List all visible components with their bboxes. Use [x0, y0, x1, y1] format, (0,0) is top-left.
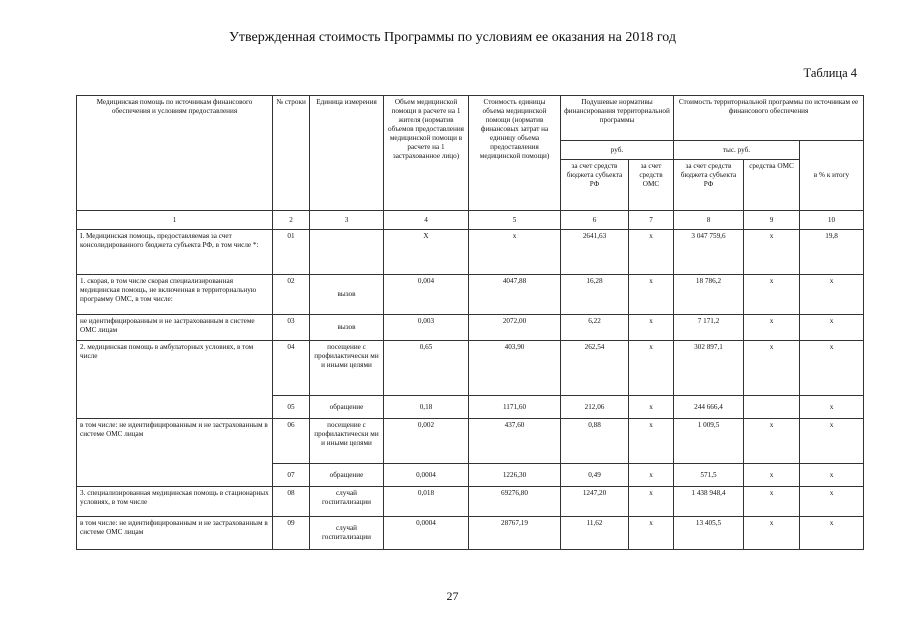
row-cost-budget: 1 009,5: [674, 419, 744, 464]
column-number: 4: [384, 211, 469, 230]
row-label: в том числе: не идентифицированным и не застрахованным в системе ОМС лицам: [77, 419, 273, 487]
column-number: 2: [273, 211, 310, 230]
row-cost-oms: х: [744, 230, 800, 275]
row-cost-budget: 1 438 948,4: [674, 487, 744, 517]
column-number: 5: [469, 211, 561, 230]
document-title: Утвержденная стоимость Программы по условиям ее оказания на 2018 год: [229, 30, 676, 45]
row-unit: вызов: [310, 275, 384, 315]
row-per-capita-oms: х: [629, 464, 674, 487]
row-per-capita-oms: х: [629, 275, 674, 315]
table-row: [77, 230, 864, 275]
row-label: 1. скорая, в том числе скорая специализированная медицинская помощь, не включенная в территориальную программу ОМС, в том числе:: [77, 275, 273, 315]
row-unit-cost: 4047,88: [469, 275, 561, 315]
header-row-number: № строки: [273, 96, 310, 211]
column-number: 3: [310, 211, 384, 230]
row-number: 01: [273, 230, 310, 275]
row-unit: посещение с профилактически ми и иными целями: [310, 341, 384, 396]
column-number: 1: [77, 211, 273, 230]
row-per-capita-budget: 212,06: [561, 396, 629, 419]
header-unit-cost: Стоимость единицы объема медицинской помощи (норматив финансовых затрат на единицу объема предоставления медицинской помощи): [469, 96, 561, 211]
table-row: [77, 419, 864, 464]
row-cost-oms: х: [744, 487, 800, 517]
row-percent: х: [800, 341, 864, 396]
row-per-capita-oms: х: [629, 341, 674, 396]
column-number: 7: [629, 211, 674, 230]
row-cost-oms: [744, 396, 800, 419]
table-row: [77, 487, 864, 517]
header-unit: Единица измерения: [310, 96, 384, 211]
column-number: 10: [800, 211, 864, 230]
row-volume: 0,003: [384, 315, 469, 341]
table-row: [77, 517, 864, 550]
row-volume: 0,002: [384, 419, 469, 464]
row-unit-cost: х: [469, 230, 561, 275]
row-cost-oms: х: [744, 315, 800, 341]
cost-table: [76, 95, 864, 550]
row-percent: х: [800, 275, 864, 315]
row-volume: 0,004: [384, 275, 469, 315]
row-percent: х: [800, 517, 864, 550]
row-unit-cost: 28767,19: [469, 517, 561, 550]
table-row: [77, 275, 864, 315]
row-per-capita-budget: 6,22: [561, 315, 629, 341]
row-per-capita-budget: 262,54: [561, 341, 629, 396]
row-cost-budget: 571,5: [674, 464, 744, 487]
row-per-capita-oms: х: [629, 230, 674, 275]
row-number: 03: [273, 315, 310, 341]
row-label: не идентифицированным и не застрахованным в системе ОМС лицам: [77, 315, 273, 341]
row-per-capita-oms: х: [629, 396, 674, 419]
header-oms-thous: средства ОМС: [744, 160, 800, 211]
table-row: [77, 341, 864, 396]
row-unit: обращение: [310, 396, 384, 419]
row-cost-oms: х: [744, 341, 800, 396]
row-per-capita-oms: х: [629, 419, 674, 464]
row-number: 05: [273, 396, 310, 419]
header-volume: Объем медицинской помощи в расчете на 1 жителя (норматив объемов предоставления медицинской помощи в расчете на 1 застрахованное лицо): [384, 96, 469, 211]
row-unit-cost: 69276,80: [469, 487, 561, 517]
row-number: 02: [273, 275, 310, 315]
row-unit: посещение с профилактически ми и иными целями: [310, 419, 384, 464]
header-program-cost: Стоимость территориальной программы по источникам ее финансового обеспечения: [674, 96, 864, 141]
header-thous-rub: тыс. руб.: [674, 141, 800, 160]
row-number: 06: [273, 419, 310, 464]
row-volume: 0,65: [384, 341, 469, 396]
row-number: 04: [273, 341, 310, 396]
row-cost-budget: 18 786,2: [674, 275, 744, 315]
row-unit: случай госпитализации: [310, 517, 384, 550]
row-per-capita-budget: 0,49: [561, 464, 629, 487]
row-cost-budget: 3 047 759,6: [674, 230, 744, 275]
row-unit: [310, 230, 384, 275]
row-cost-budget: 13 405,5: [674, 517, 744, 550]
row-unit-cost: 2072,00: [469, 315, 561, 341]
row-per-capita-oms: х: [629, 517, 674, 550]
row-cost-oms: х: [744, 517, 800, 550]
row-label: I. Медицинская помощь, предоставляемая за счет консолидированного бюджета субъекта РФ, в том числе *:: [77, 230, 273, 275]
row-cost-oms: х: [744, 275, 800, 315]
row-percent: х: [800, 315, 864, 341]
row-percent: 19,8: [800, 230, 864, 275]
header-rub: руб.: [561, 141, 674, 160]
header-percent-total: в % к итогу: [800, 141, 864, 211]
header-budget-rub: за счет средств бюджета субъекта РФ: [561, 160, 629, 211]
row-cost-budget: 7 171,2: [674, 315, 744, 341]
column-number: 6: [561, 211, 629, 230]
row-per-capita-budget: 1247,20: [561, 487, 629, 517]
row-per-capita-budget: 11,62: [561, 517, 629, 550]
row-volume: 0,0004: [384, 464, 469, 487]
row-unit-cost: 403,90: [469, 341, 561, 396]
row-volume: 0,0004: [384, 517, 469, 550]
header-budget-thous: за счет средств бюджета субъекта РФ: [674, 160, 744, 211]
row-percent: х: [800, 419, 864, 464]
row-label: 3. специализированная медицинская помощь в стационарных условиях, в том числе: [77, 487, 273, 517]
row-unit-cost: 437,60: [469, 419, 561, 464]
row-number: 07: [273, 464, 310, 487]
table-row: [77, 315, 864, 341]
row-unit-cost: 1171,60: [469, 396, 561, 419]
page-number: 27: [446, 589, 459, 603]
row-volume: Х: [384, 230, 469, 275]
row-number: 09: [273, 517, 310, 550]
row-unit: случай госпитализации: [310, 487, 384, 517]
row-label: 2. медицинская помощь в амбулаторных условиях, в том числе: [77, 341, 273, 419]
row-percent: х: [800, 396, 864, 419]
row-volume: 0,18: [384, 396, 469, 419]
row-unit: обращение: [310, 464, 384, 487]
header-care-type: Медицинская помощь по источникам финансового обеспечения и условиям предоставления: [77, 96, 273, 211]
row-cost-budget: 302 897,1: [674, 341, 744, 396]
row-per-capita-budget: 0,88: [561, 419, 629, 464]
header-per-capita-normative: Подушевые нормативы финансирования территориальной программы: [561, 96, 674, 141]
row-per-capita-budget: 2641,63: [561, 230, 629, 275]
row-number: 08: [273, 487, 310, 517]
row-percent: х: [800, 487, 864, 517]
row-cost-oms: х: [744, 419, 800, 464]
column-number: 9: [744, 211, 800, 230]
column-number: 8: [674, 211, 744, 230]
row-unit: вызов: [310, 315, 384, 341]
row-per-capita-budget: 16,28: [561, 275, 629, 315]
table-label: Таблица 4: [803, 66, 857, 80]
row-per-capita-oms: х: [629, 315, 674, 341]
row-cost-budget: 244 666,4: [674, 396, 744, 419]
row-per-capita-oms: х: [629, 487, 674, 517]
row-unit-cost: 1226,30: [469, 464, 561, 487]
row-percent: х: [800, 464, 864, 487]
row-label: в том числе: не идентифицированным и не застрахованным в системе ОМС лицам: [77, 517, 273, 550]
row-volume: 0,018: [384, 487, 469, 517]
row-cost-oms: х: [744, 464, 800, 487]
header-oms-rub: за счет средств ОМС: [629, 160, 674, 211]
